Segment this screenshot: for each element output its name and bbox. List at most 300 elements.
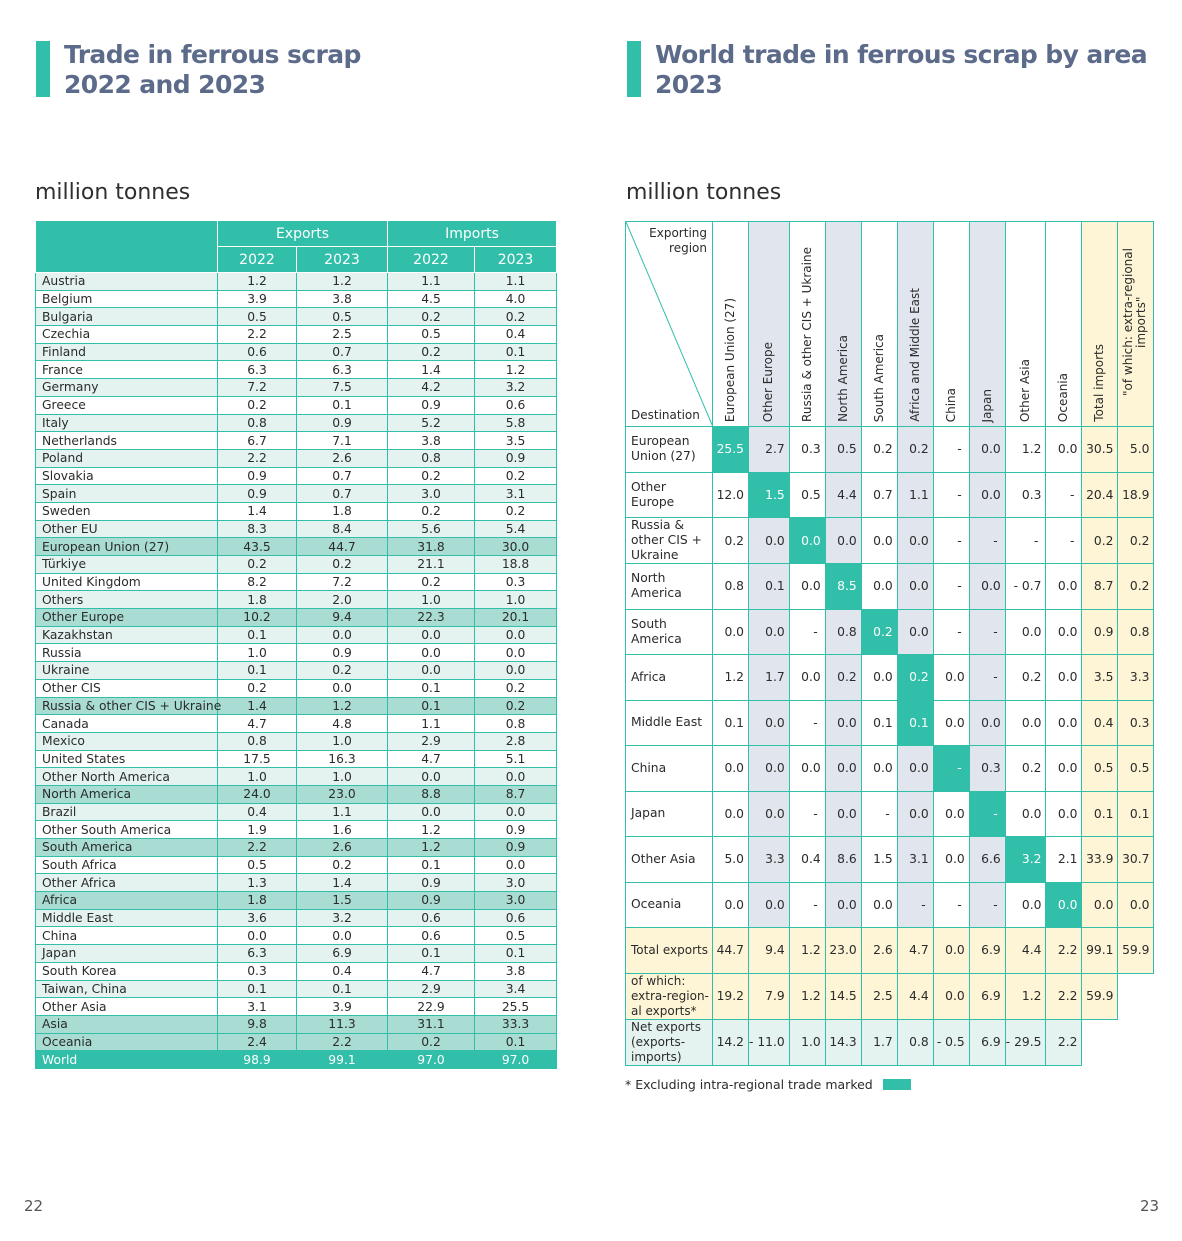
value-cell: 4.4 — [825, 472, 861, 518]
value-cell: 0.3 — [789, 427, 825, 473]
table-row — [36, 626, 557, 644]
value-cell: 4.0 — [475, 290, 557, 308]
row-label: South Korea — [36, 962, 218, 980]
value-cell: 0.2 — [1005, 655, 1046, 701]
value-cell: 22.3 — [388, 609, 475, 627]
extra-row — [626, 973, 1154, 1019]
value-cell: 33.3 — [475, 1015, 557, 1033]
value-cell: 3.0 — [475, 874, 557, 892]
value-cell: - 0.5 — [933, 1019, 969, 1065]
value-cell: 6.9 — [969, 928, 1005, 974]
column-header-label: Total imports — [1092, 344, 1107, 422]
column-header — [789, 222, 825, 427]
value-cell: 1.4 — [218, 697, 297, 715]
unit-label-left: million tonnes — [35, 180, 191, 205]
value-cell: 1.0 — [218, 768, 297, 786]
value-cell: 0.0 — [789, 564, 825, 610]
value-cell: 0.0 — [388, 803, 475, 821]
value-cell: 0.5 — [297, 308, 388, 326]
matrix-row — [626, 655, 1154, 701]
value-cell: 0.1 — [218, 980, 297, 998]
value-cell: - — [933, 882, 969, 928]
value-cell: 0.9 — [388, 892, 475, 910]
value-cell: 0.0 — [897, 564, 933, 610]
value-cell: 3.8 — [388, 432, 475, 450]
table-row — [36, 679, 557, 697]
value-cell: 0.9 — [475, 839, 557, 857]
value-cell: 30.0 — [475, 538, 557, 556]
intra-regional-cell: 25.5 — [713, 427, 749, 473]
value-cell: 0.2 — [388, 308, 475, 326]
empty-cell — [1082, 1019, 1118, 1065]
table-row — [36, 927, 557, 945]
value-cell: 0.1 — [475, 945, 557, 963]
value-cell: 0.2 — [475, 697, 557, 715]
value-cell: - — [969, 518, 1005, 564]
value-cell: 24.0 — [218, 785, 297, 803]
value-cell: 0.0 — [749, 882, 790, 928]
value-cell: 8.4 — [297, 520, 388, 538]
value-cell: 2.6 — [297, 839, 388, 857]
page-number-left: 22 — [24, 1197, 44, 1215]
value-cell: 0.0 — [475, 662, 557, 680]
table-row — [36, 768, 557, 786]
value-cell: 2.4 — [218, 1033, 297, 1051]
value-cell: 0.0 — [297, 679, 388, 697]
value-cell: 0.5 — [475, 927, 557, 945]
value-cell: 0.4 — [218, 803, 297, 821]
value-cell: 0.0 — [933, 837, 969, 883]
value-cell: 1.1 — [297, 803, 388, 821]
value-cell: - — [969, 609, 1005, 655]
row-label: Other South America — [36, 821, 218, 839]
intra-regional-cell: 0.2 — [861, 609, 897, 655]
value-cell: 0.2 — [297, 662, 388, 680]
row-label: Canada — [36, 715, 218, 733]
column-header-label: "of which: extra-regional imports" — [1120, 248, 1148, 396]
matrix-row — [626, 609, 1154, 655]
value-cell: 1.2 — [713, 655, 749, 701]
value-cell: 3.5 — [1082, 655, 1118, 701]
header-exports: Exports — [218, 221, 388, 247]
value-cell: 31.8 — [388, 538, 475, 556]
value-cell: 1.0 — [218, 644, 297, 662]
value-cell: 8.7 — [1082, 564, 1118, 610]
value-cell: 0.6 — [388, 927, 475, 945]
value-cell: - — [933, 472, 969, 518]
value-cell: 0.7 — [297, 343, 388, 361]
column-header — [897, 222, 933, 427]
value-cell: 0.0 — [825, 746, 861, 792]
value-cell: 1.6 — [297, 821, 388, 839]
row-label: Other North America — [36, 768, 218, 786]
value-cell: 0.0 — [861, 655, 897, 701]
column-header-label: European Union (27) — [723, 297, 737, 422]
value-cell: 3.8 — [475, 962, 557, 980]
value-cell: 6.7 — [218, 432, 297, 450]
value-cell: 1.2 — [388, 821, 475, 839]
intra-regional-cell: 0.0 — [1046, 882, 1082, 928]
value-cell: 99.1 — [297, 1051, 388, 1069]
table-row — [36, 1051, 557, 1069]
value-cell: - — [789, 791, 825, 837]
column-header — [713, 222, 749, 427]
value-cell: 0.3 — [218, 962, 297, 980]
value-cell: 2.9 — [388, 732, 475, 750]
value-cell: 31.1 — [388, 1015, 475, 1033]
table-row — [36, 326, 557, 344]
value-cell: 4.5 — [388, 290, 475, 308]
value-cell: 2.2 — [1046, 973, 1082, 1019]
value-cell: 11.3 — [297, 1015, 388, 1033]
value-cell: 6.9 — [969, 973, 1005, 1019]
table-row — [36, 520, 557, 538]
value-cell: 0.0 — [897, 746, 933, 792]
value-cell: 7.2 — [297, 573, 388, 591]
column-header — [749, 222, 790, 427]
value-cell: 0.9 — [475, 821, 557, 839]
value-cell: 0.4 — [475, 326, 557, 344]
value-cell: 10.2 — [218, 609, 297, 627]
column-header — [969, 222, 1005, 427]
value-cell: 1.0 — [388, 591, 475, 609]
matrix-corner — [626, 222, 713, 427]
title-accent-bar-left — [36, 41, 50, 97]
row-label: Spain — [36, 485, 218, 503]
value-cell: 3.9 — [218, 290, 297, 308]
row-label: World — [36, 1051, 218, 1069]
value-cell: 0.5 — [1082, 746, 1118, 792]
value-cell: 0.1 — [475, 343, 557, 361]
value-cell: 7.1 — [297, 432, 388, 450]
column-header-label: Africa and Middle East — [907, 288, 922, 422]
value-cell: 99.1 — [1082, 928, 1118, 974]
page-number-right: 23 — [1140, 1197, 1160, 1215]
value-cell: 0.2 — [897, 427, 933, 473]
value-cell: 0.9 — [388, 874, 475, 892]
value-cell: 6.3 — [218, 361, 297, 379]
value-cell: 0.1 — [388, 945, 475, 963]
table-row — [36, 538, 557, 556]
value-cell: 3.1 — [897, 837, 933, 883]
value-cell: 0.0 — [861, 746, 897, 792]
value-cell: 0.2 — [218, 679, 297, 697]
value-cell: 0.0 — [218, 927, 297, 945]
column-header-label: Russia & other CIS + Ukraine — [799, 247, 814, 422]
value-cell: 0.4 — [789, 837, 825, 883]
column-header — [861, 222, 897, 427]
value-cell: 1.4 — [388, 361, 475, 379]
value-cell: 97.0 — [475, 1051, 557, 1069]
value-cell: 1.5 — [861, 837, 897, 883]
value-cell: 1.1 — [388, 715, 475, 733]
column-header-label: North America — [835, 335, 850, 422]
value-cell: - — [969, 655, 1005, 701]
value-cell: 2.5 — [861, 973, 897, 1019]
row-label: Poland — [36, 449, 218, 467]
value-cell: 0.1 — [1082, 791, 1118, 837]
value-cell: 0.0 — [1005, 791, 1046, 837]
footnote: * Excluding intra-regional trade marked — [625, 1077, 873, 1092]
value-cell: 1.3 — [218, 874, 297, 892]
value-cell: 0.0 — [388, 662, 475, 680]
value-cell: 0.0 — [1046, 564, 1082, 610]
value-cell: 3.8 — [297, 290, 388, 308]
table-row — [36, 821, 557, 839]
value-cell: 0.9 — [218, 485, 297, 503]
value-cell: 18.9 — [1118, 472, 1154, 518]
table-row — [36, 998, 557, 1016]
value-cell: 2.9 — [388, 980, 475, 998]
value-cell: 6.6 — [969, 837, 1005, 883]
intra-regional-cell: 0.2 — [897, 655, 933, 701]
value-cell: 7.9 — [749, 973, 790, 1019]
value-cell: 3.6 — [218, 909, 297, 927]
value-cell: 0.0 — [749, 700, 790, 746]
value-cell: 0.0 — [1046, 791, 1082, 837]
value-cell: 5.6 — [388, 520, 475, 538]
value-cell: 6.3 — [297, 361, 388, 379]
value-cell: 0.0 — [933, 791, 969, 837]
value-cell: 0.9 — [218, 467, 297, 485]
title-accent-bar-right — [627, 41, 641, 97]
unit-label-right: million tonnes — [626, 180, 782, 205]
row-label: China — [36, 927, 218, 945]
row-label: Netherlands — [36, 432, 218, 450]
value-cell: 0.0 — [1046, 427, 1082, 473]
page-title-right — [655, 40, 1147, 100]
value-cell: 8.7 — [475, 785, 557, 803]
matrix-row — [626, 472, 1154, 518]
table-row — [36, 449, 557, 467]
value-cell: 0.0 — [388, 768, 475, 786]
value-cell: 0.1 — [749, 564, 790, 610]
value-cell: 2.5 — [297, 326, 388, 344]
value-cell: 97.0 — [388, 1051, 475, 1069]
value-cell: 1.2 — [1005, 973, 1046, 1019]
row-label: North America — [626, 564, 713, 610]
value-cell: 2.2 — [218, 839, 297, 857]
table-row — [36, 1015, 557, 1033]
value-cell: 0.0 — [475, 768, 557, 786]
table-row — [36, 803, 557, 821]
value-cell: 2.2 — [1046, 1019, 1082, 1065]
table-row — [36, 502, 557, 520]
intra-regional-cell: 1.5 — [749, 472, 790, 518]
header-year: 2023 — [475, 247, 557, 273]
table-row — [36, 839, 557, 857]
value-cell: - — [789, 609, 825, 655]
column-header — [933, 222, 969, 427]
value-cell: 0.0 — [475, 626, 557, 644]
value-cell: 1.0 — [297, 768, 388, 786]
value-cell: 0.8 — [1118, 609, 1154, 655]
value-cell: 0.6 — [218, 343, 297, 361]
value-cell: 0.1 — [475, 1033, 557, 1051]
column-header-label: Other Europe — [761, 341, 776, 422]
value-cell: 0.0 — [825, 700, 861, 746]
value-cell: 17.5 — [218, 750, 297, 768]
value-cell: 3.1 — [218, 998, 297, 1016]
value-cell: 0.2 — [297, 556, 388, 574]
row-label: Brazil — [36, 803, 218, 821]
matrix-row — [626, 700, 1154, 746]
value-cell: 0.1 — [388, 697, 475, 715]
value-cell: 3.1 — [475, 485, 557, 503]
value-cell: 0.9 — [388, 396, 475, 414]
value-cell: 0.2 — [218, 396, 297, 414]
table-row — [36, 396, 557, 414]
table-row — [36, 361, 557, 379]
row-label: Japan — [626, 791, 713, 837]
value-cell: - — [789, 882, 825, 928]
value-cell: 0.0 — [1046, 655, 1082, 701]
value-cell: 14.5 — [825, 973, 861, 1019]
value-cell: 2.2 — [1046, 928, 1082, 974]
table-row — [36, 945, 557, 963]
matrix-row — [626, 837, 1154, 883]
value-cell: 0.0 — [969, 700, 1005, 746]
value-cell: 0.1 — [218, 662, 297, 680]
value-cell: 6.3 — [218, 945, 297, 963]
intra-regional-cell: - — [969, 791, 1005, 837]
value-cell: 12.0 — [713, 472, 749, 518]
value-cell: - — [933, 518, 969, 564]
value-cell: - — [789, 700, 825, 746]
table-row — [36, 308, 557, 326]
value-cell: 0.0 — [969, 564, 1005, 610]
value-cell: 0.1 — [388, 679, 475, 697]
value-cell: 0.0 — [297, 927, 388, 945]
table-row — [36, 980, 557, 998]
value-cell: 0.8 — [825, 609, 861, 655]
value-cell: 1.5 — [297, 892, 388, 910]
table-row — [36, 273, 557, 291]
value-cell: 5.4 — [475, 520, 557, 538]
table-row — [36, 785, 557, 803]
value-cell: 9.4 — [297, 609, 388, 627]
value-cell: 0.2 — [713, 518, 749, 564]
value-cell: 1.1 — [897, 472, 933, 518]
value-cell: 0.0 — [475, 644, 557, 662]
value-cell: 0.1 — [861, 700, 897, 746]
value-cell: 0.2 — [475, 308, 557, 326]
value-cell: 0.0 — [825, 882, 861, 928]
value-cell: 0.0 — [1046, 700, 1082, 746]
row-label: Austria — [36, 273, 218, 291]
value-cell: 0.6 — [475, 396, 557, 414]
row-label: Other CIS — [36, 679, 218, 697]
table-row — [36, 573, 557, 591]
value-cell: 0.7 — [297, 467, 388, 485]
table-row — [36, 290, 557, 308]
value-cell: 1.7 — [749, 655, 790, 701]
value-cell: 0.0 — [825, 791, 861, 837]
value-cell: 0.4 — [1082, 700, 1118, 746]
row-label: Italy — [36, 414, 218, 432]
value-cell: 0.9 — [1082, 609, 1118, 655]
empty-cell — [1118, 973, 1154, 1019]
value-cell: 0.8 — [388, 449, 475, 467]
value-cell: 14.3 — [825, 1019, 861, 1065]
value-cell: 0.8 — [475, 715, 557, 733]
column-header — [1082, 222, 1118, 427]
value-cell: 0.0 — [1046, 746, 1082, 792]
row-label: Greece — [36, 396, 218, 414]
value-cell: 0.2 — [218, 556, 297, 574]
value-cell: - 11.0 — [749, 1019, 790, 1065]
value-cell: 3.5 — [475, 432, 557, 450]
value-cell: 8.3 — [218, 520, 297, 538]
value-cell: 2.2 — [297, 1033, 388, 1051]
row-label: South Africa — [36, 856, 218, 874]
value-cell: 1.2 — [297, 697, 388, 715]
value-cell: 8.2 — [218, 573, 297, 591]
row-label: Türkiye — [36, 556, 218, 574]
value-cell: 43.5 — [218, 538, 297, 556]
value-cell: - 0.7 — [1005, 564, 1046, 610]
intra-regional-cell: 8.5 — [825, 564, 861, 610]
value-cell: 16.3 — [297, 750, 388, 768]
value-cell: 18.8 — [475, 556, 557, 574]
row-label: Germany — [36, 379, 218, 397]
row-label: Oceania — [36, 1033, 218, 1051]
value-cell: 0.0 — [388, 644, 475, 662]
value-cell: 0.1 — [218, 626, 297, 644]
column-header — [825, 222, 861, 427]
value-cell: 0.0 — [933, 928, 969, 974]
value-cell: 2.2 — [218, 326, 297, 344]
value-cell: 5.0 — [1118, 427, 1154, 473]
matrix-row — [626, 746, 1154, 792]
value-cell: 1.0 — [297, 732, 388, 750]
value-cell: 0.0 — [897, 791, 933, 837]
header-blank — [36, 221, 218, 273]
matrix-row — [626, 427, 1154, 473]
row-label: Other Asia — [36, 998, 218, 1016]
value-cell: 1.2 — [1005, 427, 1046, 473]
row-label: Middle East — [626, 700, 713, 746]
column-header — [1046, 222, 1082, 427]
value-cell: 2.0 — [297, 591, 388, 609]
title-line-1: Trade in ferrous scrap — [64, 40, 361, 69]
value-cell: 0.0 — [388, 626, 475, 644]
table-row — [36, 662, 557, 680]
value-cell: - 29.5 — [1005, 1019, 1046, 1065]
table-row — [36, 485, 557, 503]
value-cell: 0.2 — [475, 679, 557, 697]
row-label: European Union (27) — [626, 427, 713, 473]
value-cell: 1.9 — [218, 821, 297, 839]
value-cell: 0.8 — [218, 414, 297, 432]
value-cell: 0.3 — [969, 746, 1005, 792]
area-trade-matrix — [625, 221, 1154, 1066]
empty-cell — [1118, 1019, 1154, 1065]
value-cell: 0.0 — [789, 746, 825, 792]
value-cell: 5.8 — [475, 414, 557, 432]
value-cell: - — [933, 609, 969, 655]
value-cell: 4.7 — [388, 962, 475, 980]
value-cell: 0.2 — [388, 502, 475, 520]
net-row — [626, 1019, 1154, 1065]
value-cell: 44.7 — [713, 928, 749, 974]
value-cell: - — [933, 427, 969, 473]
value-cell: 6.9 — [297, 945, 388, 963]
value-cell: - — [897, 882, 933, 928]
value-cell: 0.0 — [1005, 609, 1046, 655]
row-label: Other Africa — [36, 874, 218, 892]
value-cell: 0.2 — [388, 1033, 475, 1051]
